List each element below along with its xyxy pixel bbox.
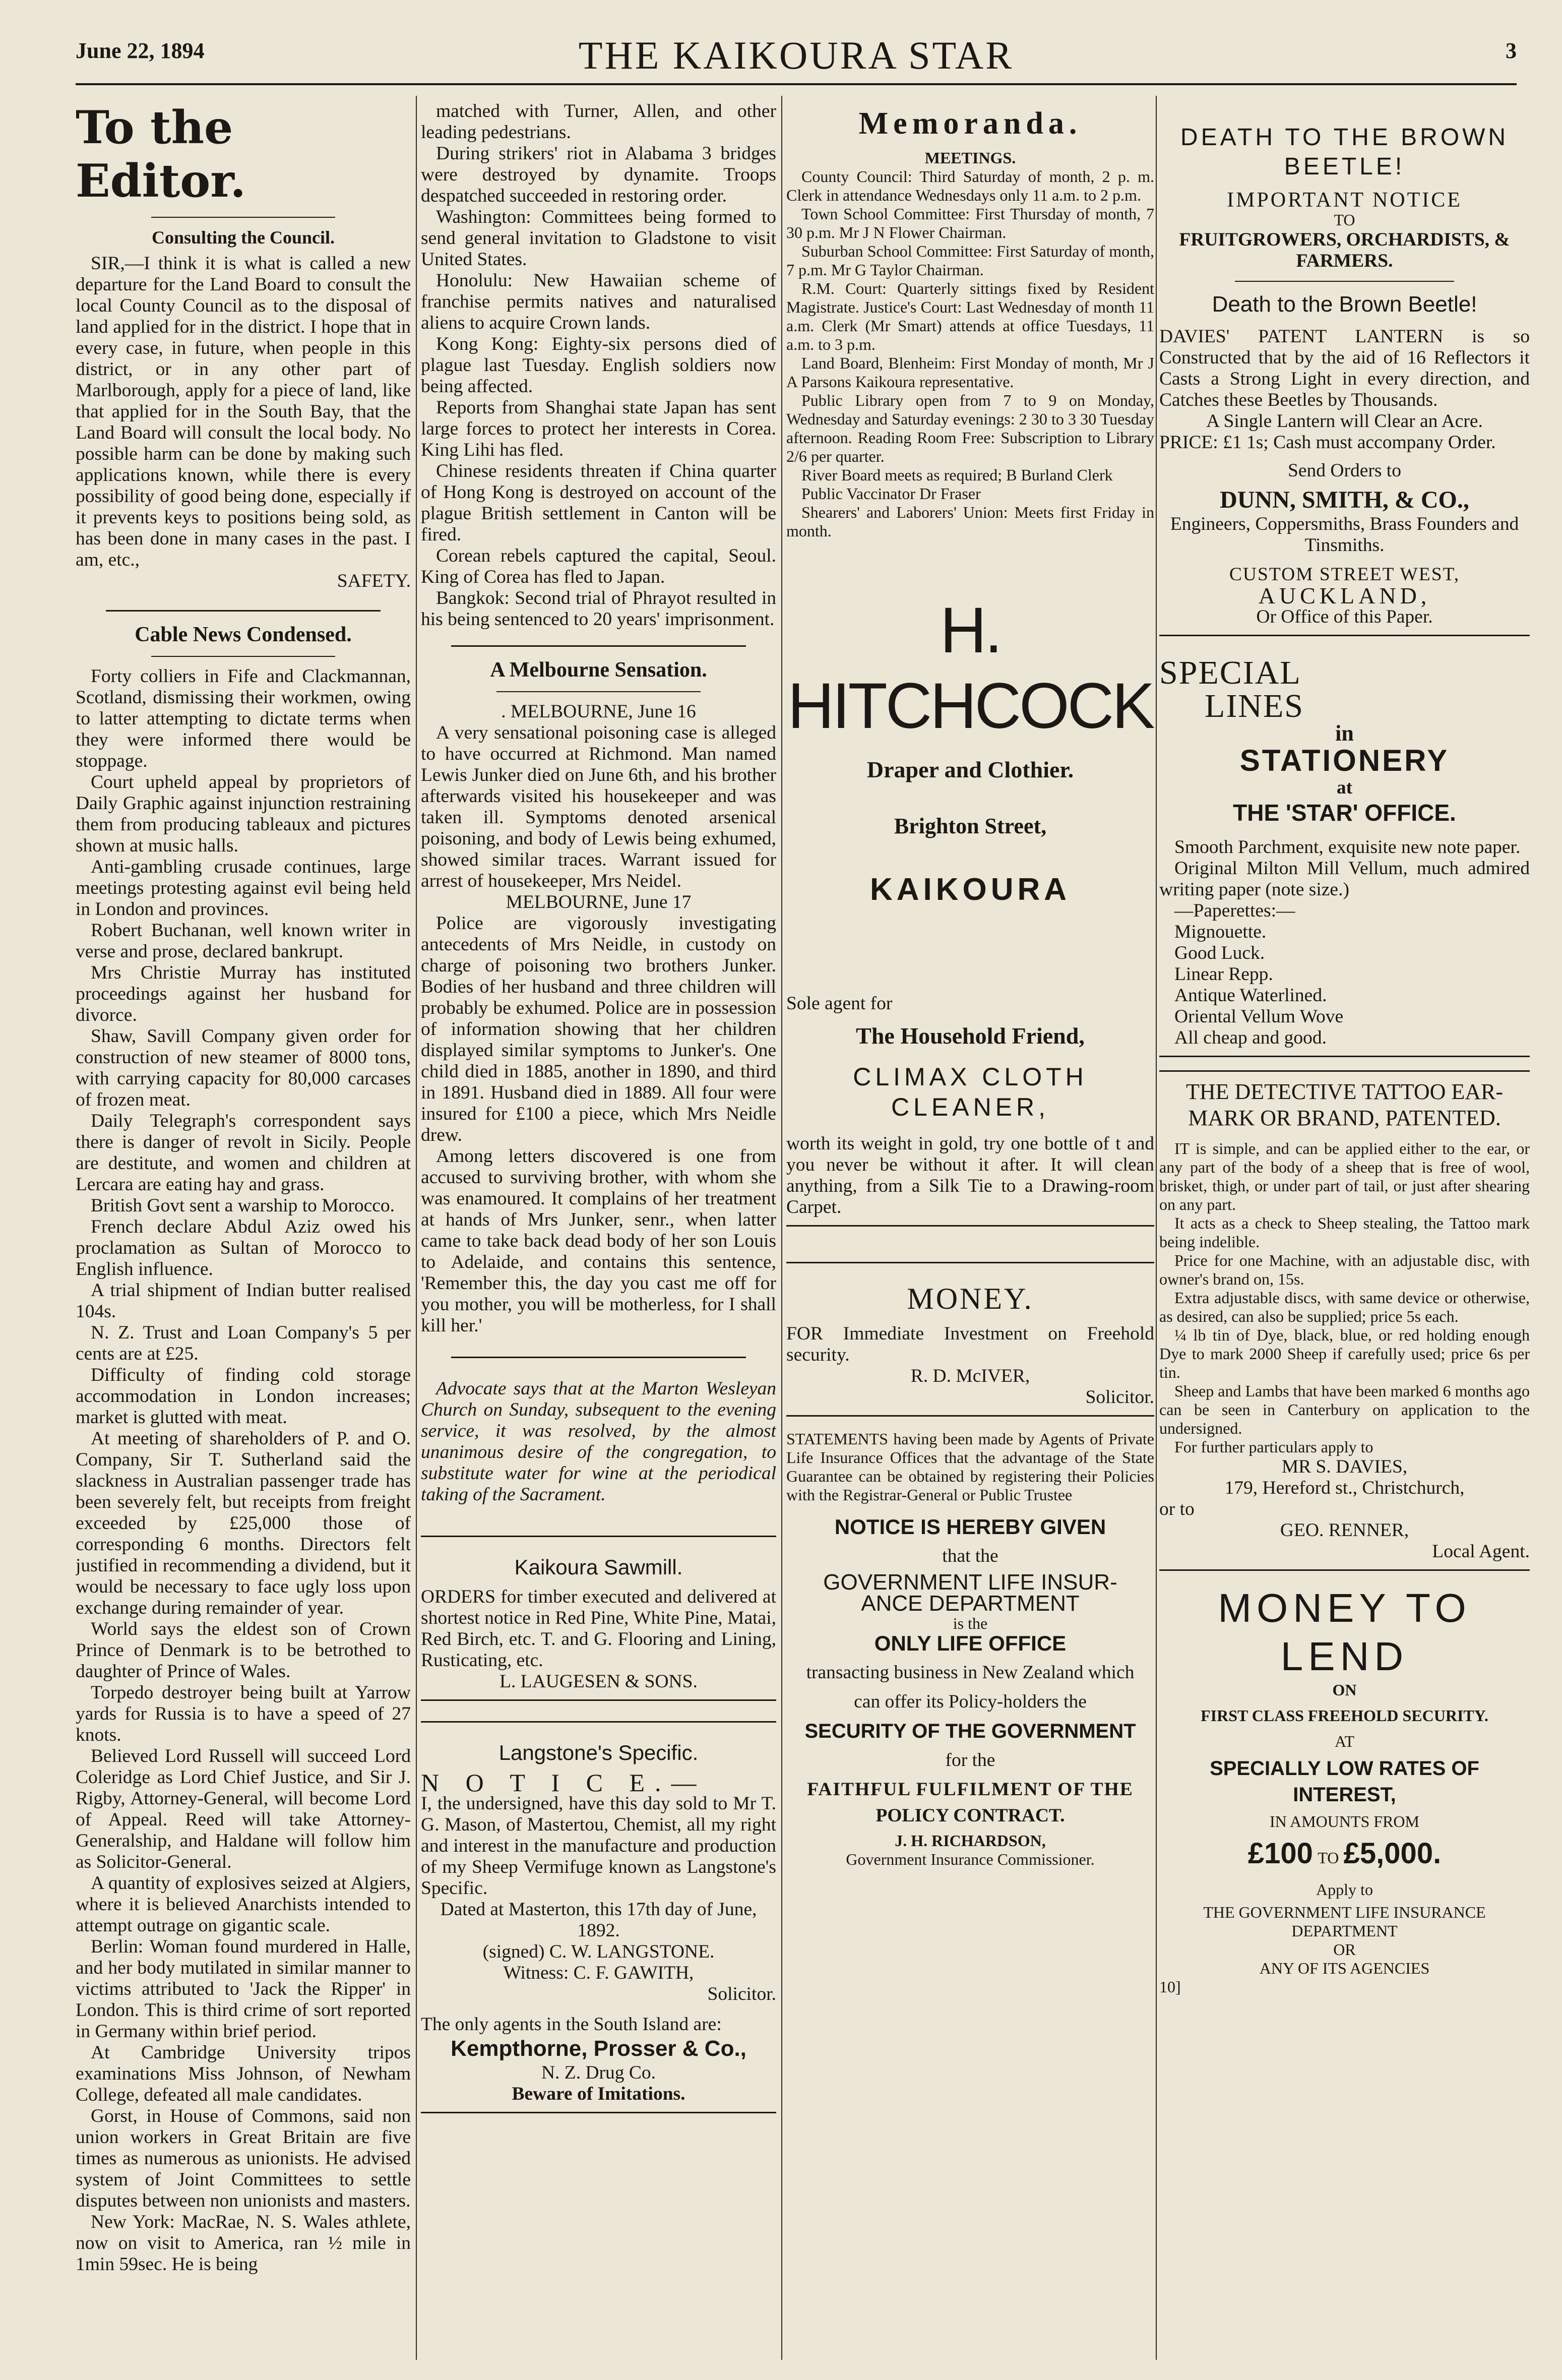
- lend-line-1: MONEY TO: [1218, 1585, 1471, 1630]
- memoranda-item: Land Board, Blenheim: First Monday of month, Mr J A Parsons Kaikoura representative.: [786, 354, 1154, 391]
- beetle-heading: DEATH TO THE BROWN BEETLE!: [1180, 124, 1509, 180]
- beetle-body: DAVIES' PATENT LANTERN is so Constructed that by the aid of 16 Reflectors it Casts a Strong Light in every direction, and Catches these Beetles by Thousands.: [1159, 326, 1530, 410]
- government-text: is the: [953, 1614, 988, 1632]
- government-dept: ANCE DEPARTMENT: [861, 1591, 1080, 1616]
- news-item: Torpedo destroyer being built at Yarrow yards for Russia is to have a speed of 27 knots.: [76, 1682, 411, 1745]
- tattoo-item: It acts as a check to Sheep stealing, the Tattoo mark being indelible.: [1159, 1214, 1530, 1251]
- stationery-item: Antique Waterlined.: [1174, 985, 1327, 1006]
- lend-apply: Apply to: [1316, 1880, 1373, 1899]
- government-intro: STATEMENTS having been made by Agents of Private Life Insurance Offices that the advantage of the State Guarantee can be obtained by registering their Policies with the Registrar-General or Public Trustee: [786, 1430, 1154, 1504]
- news-item: Believed Lord Russell will succeed Lord Coleridge as Lord Chief Justice, and Sir J. Rigby, Attorney-General, will become Lord of Appeal. Reed will take Attorney-Generalship, and Haldane will follow him as Solicitor-General.: [76, 1746, 411, 1872]
- news-item: At Cambridge University tripos examinations Miss Johnson, of Newham College, defeated all male candidates.: [76, 2042, 411, 2105]
- editor-subheading: Consulting the Council.: [151, 227, 335, 248]
- tattoo-item: Extra adjustable discs, with same device or otherwise, as desired, can also be supplied; price 5s each.: [1159, 1289, 1530, 1325]
- langstone-dated: Dated at Masterton, this 17th day of June, 1892.: [440, 1899, 757, 1941]
- memoranda-item: R.M. Court: Quarterly sittings fixed by Resident Magistrate. Justice's Court: Last Wednesday of month 11 a.m. Clerk (Mr Smart) attends at office Tuesdays, 11 a.m. to 3 p.m.: [786, 279, 1154, 353]
- langstone-ad: [421, 1721, 776, 2113]
- beetle-acre: A Single Lantern will Clear an Acre.: [1206, 411, 1483, 432]
- news-item: Mrs Christie Murray has instituted proceedings against her husband for divorce.: [76, 962, 411, 1025]
- lend-high: £5,000.: [1343, 1837, 1442, 1870]
- lend-interest: INTEREST,: [1293, 1784, 1396, 1806]
- memoranda-item: County Council: Third Saturday of month, 2 p. m. Clerk in attendance Wednesdays only 11 a.m. to 2 p.m.: [786, 167, 1154, 204]
- stationery-office: THE 'STAR' OFFICE.: [1233, 800, 1456, 826]
- column-4: [1159, 101, 1530, 2365]
- hitchcock-ad: [786, 586, 1154, 1227]
- melbourne-heading: A Melbourne Sensation.: [490, 658, 707, 682]
- news-item: Robert Buchanan, well known writer in verse and prose, declared bankrupt.: [76, 920, 411, 962]
- cable-news-list-continued: [421, 101, 776, 630]
- government-dept: GOVERNMENT LIFE INSUR-: [823, 1570, 1117, 1595]
- news-item: Honolulu: New Hawaiian scheme of franchise permits natives and naturalised aliens to acquire Crown lands.: [421, 270, 776, 333]
- divider: [451, 645, 746, 647]
- memoranda-item: Public Library open from 7 to 9 on Monday, Wednesday and Saturday evenings: 2 30 to 3 30 Tuesday afternoon. Reading Room Free: Subscription to Library 2/6 per quarter.: [786, 391, 1154, 465]
- lend-at: AT: [1334, 1732, 1355, 1750]
- government-text: can offer its Policy-holders the: [854, 1691, 1087, 1712]
- tattoo-list: [1159, 1139, 1530, 1456]
- divider: [451, 1357, 746, 1358]
- lend-amounts: IN AMOUNTS FROM: [1270, 1812, 1419, 1830]
- memoranda-item: Public Vaccinator Dr Fraser: [801, 484, 981, 503]
- column-rule: [781, 96, 782, 2360]
- beetle-orders: Send Orders to: [1288, 460, 1401, 481]
- stationery-item: —Paperettes:—: [1174, 900, 1295, 921]
- government-security: SECURITY OF THE GOVERNMENT: [804, 1720, 1136, 1742]
- issue-date: June 22, 1894: [76, 38, 205, 63]
- memoranda-list: [786, 167, 1154, 540]
- sawmill-ad: [421, 1536, 776, 1701]
- government-text: for the: [945, 1750, 995, 1771]
- news-item: New York: MacRae, N. S. Wales athlete, now on visit to America, ran ½ mile in 1min 59sec. He is being: [76, 2212, 411, 2275]
- hitchcock-agent-for: Sole agent for: [786, 993, 893, 1014]
- melbourne-paragraph: A very sensational poisoning case is alleged to have occurred at Richmond. Man named Lewis Junker died on June 6th, and his brother afterwards visited his housekeeper and was taken ill. Symptoms denoted arsenical poisoning, and body of Lewis being exhumed, showed similar traces. Warrant issued for arrest of housekeeper, Mrs Neidel.: [421, 722, 776, 891]
- melbourne-dateline: MELBOURNE, June 17: [506, 892, 692, 912]
- melbourne-dateline: . MELBOURNE, June 16: [501, 701, 696, 722]
- stationery-at: at: [1336, 777, 1353, 798]
- melbourne-paragraph: Police are vigorously investigating antecedents of Mrs Neidle, in custody on charge of poisoning two brothers Junker. Bodies of her husband and three children will probably be exhumed. Police are in possession of information showing that her children displayed similar symptoms to Junker's. One child died in 1885, another in 1890, and third in 1891. Husband died in 1889. All four were insured for £100 a piece, which Mrs Neidle drew.: [421, 913, 776, 1145]
- lend-line-2: LEND: [1280, 1634, 1409, 1679]
- memoranda-item: Suburban School Committee: First Saturday of month, 7 p.m. Mr G Taylor Chairman.: [786, 242, 1154, 279]
- editor-letter: SIR,—I think it is what is called a new departure for the Land Board to consult the local County Council as to the disposal of land applied for in the district. I hope that in every case, in future, when people in this district, or in any other part of Marlborough, apply for a piece of land, like that applied for in the South Bay, that the Land Board will consult the local body. No possible harm can be done by making such applications known, while there is every possibility of good being done, especially if it prevents keys to positions being sold, as has been done in many cases in the past. I am, etc.,: [76, 253, 411, 570]
- money-body: FOR Immediate Investment on Freehold security.: [786, 1323, 1154, 1365]
- beetle-important: IMPORTANT NOTICE: [1227, 189, 1462, 212]
- column-rule: [1156, 96, 1157, 2360]
- government-text: transacting business in New Zealand which: [806, 1662, 1135, 1683]
- divider: [106, 610, 381, 612]
- column-3: [786, 101, 1154, 2365]
- government-faithful: FAITHFUL FULFILMENT OF THE: [807, 1779, 1134, 1800]
- cable-heading: Cable News Condensed.: [135, 623, 352, 646]
- money-role: Solicitor.: [1085, 1387, 1154, 1408]
- stationery-item: Smooth Parchment, exquisite new note paper.: [1174, 837, 1521, 858]
- government-signatory: J. H. RICHARDSON,: [895, 1832, 1046, 1850]
- stationery-item: Original Milton Mill Vellum, much admired writing paper (note size.): [1159, 858, 1530, 900]
- stationery-special: SPECIAL: [1159, 654, 1301, 691]
- hitchcock-brand: CLEANER,: [891, 1093, 1050, 1121]
- memoranda-item: River Board meets as required; B Burland Clerk: [801, 466, 1113, 484]
- news-item: Reports from Shanghai state Japan has sent large forces to protect her interests in Corea. King Lihi has fled.: [421, 397, 776, 460]
- stationery-item: Linear Repp.: [1174, 964, 1273, 985]
- lend-to: TO: [1318, 1849, 1339, 1867]
- stationery-in: in: [1335, 721, 1354, 746]
- news-item: Difficulty of finding cold storage accommodation in London increases; market is glutted with meat.: [76, 1365, 411, 1428]
- news-item: Forty colliers in Fife and Clackmannan, Scotland, dismissing their workmen, owing to latter attempting to dictate terms when they were informed there would be stoppage.: [76, 666, 411, 771]
- langstone-heading: Langstone's Specific.: [498, 1741, 699, 1764]
- tattoo-agent: GEO. RENNER,: [1280, 1520, 1409, 1541]
- news-item: Berlin: Woman found murdered in Halle, and her body mutilated in similar manner to victims attributed to 'Jack the Ripper' in London. This is third crime of sort reported in Germany within brief period.: [76, 1936, 411, 2042]
- langstone-witness: Witness: C. F. GAWITH,: [503, 1963, 694, 1983]
- news-item: Daily Telegraph's correspondent says there is danger of revolt in Sicily. People are destitute, and women and children at Lercara are eating hay and grass.: [76, 1111, 411, 1195]
- news-item: At meeting of shareholders of P. and O. Company, Sir T. Sutherland said the slackness in Australian passenger trade has been severely felt, but receipts from freight exceeded by £25,000 those of corresponding 6 months. Directors felt justified in recommending a dividend, but it would be necessary to face ugly loss upon exchange during remainder of year.: [76, 1428, 411, 1618]
- divider: [151, 217, 335, 218]
- tattoo-heading: THE DETECTIVE TATTOO EAR-MARK OR BRAND, PATENTED.: [1185, 1079, 1504, 1130]
- lend-on: ON: [1332, 1681, 1357, 1699]
- stationery-item: Good Luck.: [1174, 943, 1265, 963]
- beetle-street: CUSTOM STREET WEST,: [1229, 564, 1460, 585]
- tattoo-item: For further particulars apply to: [1174, 1438, 1373, 1456]
- stationery-item: Mignouette.: [1174, 922, 1267, 942]
- column-rule: [416, 96, 417, 2360]
- beetle-firm: DUNN, SMITH, & CO.,: [1220, 486, 1469, 513]
- tattoo-or: or to: [1159, 1499, 1195, 1519]
- stationery-list: [1159, 837, 1530, 1049]
- lend-security: FIRST CLASS FREEHOLD SECURITY.: [1201, 1706, 1488, 1725]
- langstone-beware: Beware of Imitations.: [512, 2084, 685, 2104]
- lend-dept: THE GOVERNMENT LIFE INSURANCE DEPARTMENT: [1203, 1903, 1486, 1940]
- sawmill-body: ORDERS for timber executed and delivered at shortest notice in Red Pine, White Pine, Matai, Red Birch, etc. T. and G. Flooring and Lining, Rusticating, etc.: [421, 1586, 776, 1671]
- tattoo-item: Price for one Machine, with an adjustable disc, with owner's brand on, 15s.: [1159, 1251, 1530, 1288]
- news-item: Chinese residents threaten if China quarter of Hong Kong is destroyed on account of the plague British settlement in Canton will be fired.: [421, 461, 776, 545]
- money-heading: MONEY.: [907, 1282, 1034, 1315]
- beetle-to: TO: [1334, 211, 1355, 229]
- government-signatory-role: Government Insurance Commissioner.: [846, 1850, 1095, 1868]
- lend-low: £100: [1247, 1837, 1313, 1870]
- hitchcock-blurb: worth its weight in gold, try one bottle of t and you never be without it after. It will clean anything, from a Silk Tie to a Drawing-room Carpet.: [786, 1133, 1154, 1217]
- hitchcock-town: KAIKOURA: [869, 872, 1071, 907]
- news-item: Shaw, Savill Company given order for construction of new steamer of 8000 tons, with carrying capacity for 80,000 carcases of frozen meat.: [76, 1026, 411, 1110]
- tattoo-item: ¼ lb tin of Dye, black, blue, or red holding enough Dye to mark 2000 Sheep if carefully used; price 6s per tin.: [1159, 1326, 1530, 1381]
- hitchcock-street: Brighton Street,: [894, 814, 1047, 838]
- column-1: [76, 101, 411, 2365]
- stationery-item: All cheap and good.: [1174, 1027, 1327, 1048]
- langstone-signed: (signed) C. W. LANGSTONE.: [482, 1941, 715, 1962]
- langstone-agents: Kempthorne, Prosser & Co.,: [451, 2036, 746, 2061]
- tattoo-address: 179, Hereford st., Christchurch,: [1224, 1478, 1465, 1498]
- lend-code: 10]: [1159, 1978, 1181, 1996]
- lend-agencies: ANY OF ITS AGENCIES: [1259, 1959, 1430, 1977]
- tattoo-agent-role: Local Agent.: [1432, 1541, 1530, 1562]
- tattoo-ad: [1159, 1070, 1530, 1571]
- hitchcock-trade: Draper and Clothier.: [866, 757, 1074, 782]
- news-item: N. Z. Trust and Loan Company's 5 per cents are at £25.: [76, 1322, 411, 1364]
- lend-rates: SPECIALLY LOW RATES OF: [1210, 1757, 1479, 1780]
- news-item: Corean rebels captured the capital, Seoul. King of Corea has fled to Japan.: [421, 545, 776, 587]
- sawmill-signature: L. LAUGESEN & SONS.: [499, 1671, 698, 1692]
- divider: [496, 691, 701, 692]
- memoranda-subheading: MEETINGS.: [924, 149, 1016, 167]
- hitchcock-name: H. HITCHCOCK: [787, 594, 1153, 742]
- melbourne-paragraph: Among letters discovered is one from accused to surviving brother, with whom she was enamoured. It complains of her treatment at hands of Mrs Junker, senr., when latter came to take back dead body of her son Louis to Adelaide, and contains this sentence, 'Remember this, the day you cast me off for you mother, you will be motherless, for I shall kill her.': [421, 1146, 776, 1336]
- langstone-witness-role: Solicitor.: [707, 1984, 776, 2004]
- news-item: Anti-gambling crusade continues, large meetings protesting against evil being held in London and provinces.: [76, 857, 411, 920]
- beetle-audience: FRUITGROWERS, ORCHARDISTS, & FARMERS.: [1179, 229, 1510, 271]
- news-item: Gorst, in House of Commons, said non union workers in Great Britain are five times as numerous as unionists. He advised system of Joint Committees to settle disputes between non unionists and masters.: [76, 2106, 411, 2211]
- news-item: matched with Turner, Allen, and other leading pedestrians.: [421, 101, 776, 143]
- beetle-price: PRICE: £1 1s; Cash must accompany Order.: [1159, 432, 1496, 453]
- news-item: Washington: Committees being formed to send general invitation to Gladstone to visit United States.: [421, 207, 776, 270]
- news-item: Court upheld appeal by proprietors of Daily Graphic against injunction restraining them from producing tableaux and pictures shown at music halls.: [76, 772, 411, 856]
- memoranda-item: Shearers' and Laborers' Union: Meets first Friday in month.: [786, 503, 1154, 540]
- hitchcock-brand: CLIMAX CLOTH: [853, 1063, 1088, 1091]
- beetle-office: Or Office of this Paper.: [1256, 606, 1433, 627]
- government-contract: POLICY CONTRACT.: [876, 1805, 1065, 1826]
- news-item: During strikers' riot in Alabama 3 bridges were destroyed by dynamite. Troops despatched succeeded in restoring order.: [421, 143, 776, 206]
- government-only: ONLY LIFE OFFICE: [874, 1631, 1067, 1655]
- lend-range: [1159, 1836, 1530, 1875]
- divider: [1235, 281, 1454, 282]
- news-item: A quantity of explosives seized at Algiers, where it is believed Anarchists intended to attempt outrage on gigantic scale.: [76, 1873, 411, 1936]
- column-2: [421, 101, 776, 2365]
- newspaper-title: THE KAIKOURA STAR: [578, 33, 1014, 77]
- government-notice: NOTICE IS HEREBY GIVEN: [834, 1515, 1106, 1539]
- stationery-lines: LINES: [1205, 688, 1304, 724]
- stationery-item: Oriental Vellum Wove: [1174, 1006, 1344, 1027]
- beetle-firm-desc: Engineers, Coppersmiths, Brass Founders and Tinsmiths.: [1170, 514, 1519, 556]
- beetle-city: AUCKLAND,: [1258, 583, 1431, 608]
- advocate-paragraph: Advocate says that at the Marton Wesleyan Church on Sunday, subsequent to the evening service, it was resolved, by the almost unanimous desire of the congregation, to substitute water for wine at the periodical taking of the Sacrament.: [421, 1378, 776, 1505]
- news-item: French declare Abdul Aziz owed his proclamation as Sultan of Morocco to English influence.: [76, 1216, 411, 1279]
- langstone-body: I, the undersigned, have this day sold to Mr T. G. Mason, of Mastertou, Chemist, all my right and interest in the manufacture and production of my Sheep Vermifuge known as Langstone's Specific.: [421, 1793, 776, 1899]
- divider: [151, 656, 335, 657]
- editor-signature: SAFETY.: [337, 571, 411, 591]
- money-ad: [786, 1262, 1154, 1417]
- money-name: R. D. McIVER,: [910, 1366, 1030, 1386]
- government-ad: [786, 1430, 1154, 1869]
- news-item: British Govt sent a warship to Morocco.: [91, 1195, 395, 1216]
- langstone-agents-intro: The only agents in the South Island are:: [421, 2014, 722, 2035]
- government-text: that the: [942, 1546, 998, 1566]
- tattoo-item: IT is simple, and can be applied either to the ear, or any part of the body of a sheep that is free of wool, brisket, thigh, or under part of tail, or just after shearing on any part.: [1159, 1139, 1530, 1213]
- lend-ad: [1159, 1584, 1530, 1996]
- stationery-ad: [1159, 649, 1530, 1057]
- sawmill-heading: Kaikoura Sawmill.: [514, 1555, 683, 1579]
- memoranda-heading: Memoranda.: [858, 106, 1082, 141]
- cable-news-list: [76, 666, 411, 2275]
- news-item: Bangkok: Second trial of Phrayot resulted in his being sentenced to 20 years' imprisonment.: [421, 588, 776, 630]
- page-number: 3: [1506, 38, 1517, 63]
- beetle-ad: [1159, 116, 1530, 636]
- tattoo-name: MR S. DAVIES,: [1281, 1456, 1408, 1477]
- langstone-agents-sub: N. Z. Drug Co.: [541, 2062, 656, 2083]
- news-item: A trial shipment of Indian butter realised 104s.: [76, 1280, 411, 1322]
- memoranda-item: Town School Committee: First Thursday of month, 7 30 p.m. Mr J N Flower Chairman.: [786, 205, 1154, 241]
- beetle-heading-2: Death to the Brown Beetle!: [1212, 292, 1477, 317]
- notice-word: N O T I C E.—: [421, 1768, 707, 1797]
- news-item: World says the eldest son of Crown Prince of Denmark is to be betrothed to daughter of Prince of Wales.: [76, 1619, 411, 1682]
- editor-heading: To the Editor.: [76, 101, 246, 208]
- lend-or: OR: [1333, 1940, 1356, 1959]
- stationery-title: STATIONERY: [1239, 744, 1450, 777]
- news-item: Kong Kong: Eighty-six persons died of plague last Tuesday. English soldiers now being affected.: [421, 334, 776, 397]
- hitchcock-product: The Household Friend,: [856, 1023, 1085, 1049]
- tattoo-item: Sheep and Lambs that have been marked 6 months ago can be seen in Canterbury on application to the undersigned.: [1159, 1382, 1530, 1437]
- masthead: [76, 28, 1517, 85]
